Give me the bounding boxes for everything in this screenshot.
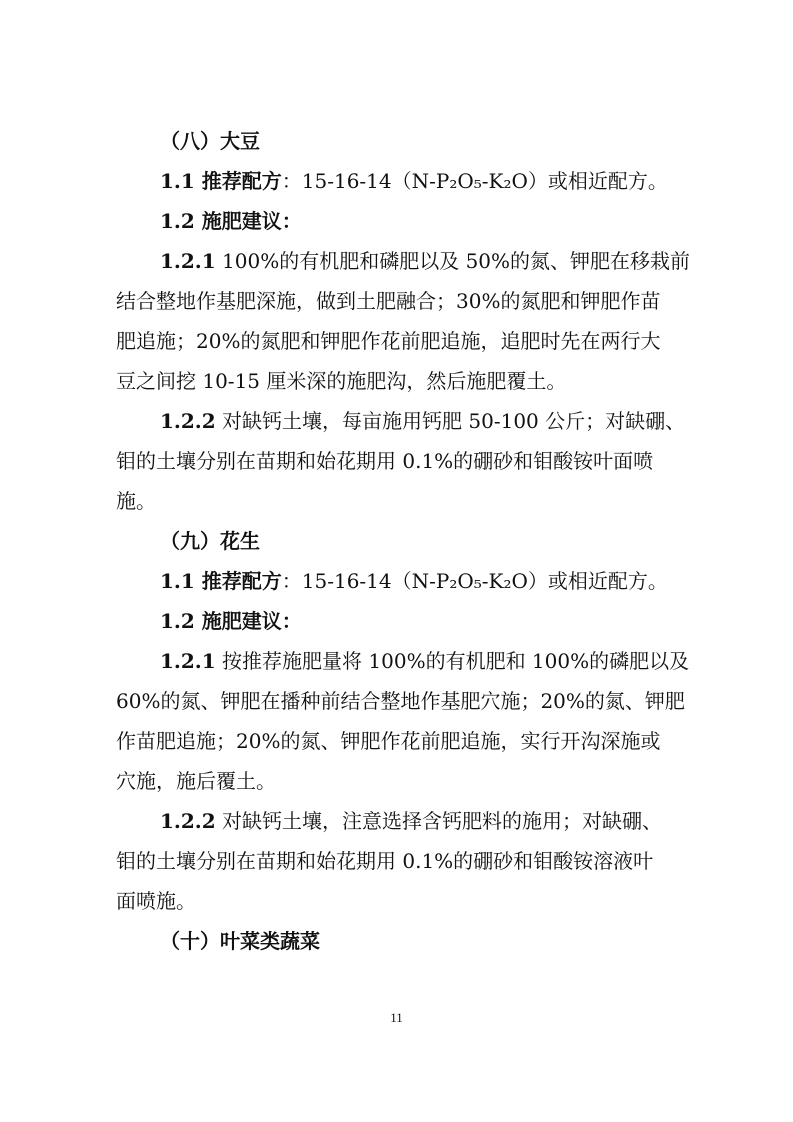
formula-label: 1.1 推荐配方 [160,569,282,593]
peanut-p2-line3: 面喷施。 [116,889,196,913]
clause-text: 100%的有机肥和磷肥以及 50%的氮、钾肥在移栽前 [215,249,691,273]
soybean-p1-line2: 结合整地作基肥深施，做到土肥融合；30%的氮肥和钾肥作苗 [116,289,661,313]
section-heading-soybean: （八）大豆 [160,129,260,153]
soybean-p1-line3: 肥追施；20%的氮肥和钾肥作花前肥追施，追肥时先在两行大 [116,329,661,353]
clause-text: 对缺钙土壤，注意选择含钙肥料的施用；对缺硼、 [215,809,663,833]
peanut-p2-line2: 钼的土壤分别在苗期和始花期用 0.1%的硼砂和钼酸铵溶液叶 [116,849,654,873]
page-number: 11 [390,1010,403,1025]
clause-text: 按推荐施肥量将 100%的有机肥和 100%的磷肥以及 [215,649,690,673]
peanut-p1-line3: 作苗肥追施；20%的氮、钾肥作花前肥追施，实行开沟深施或 [116,729,661,753]
soybean-p1-line1 [160,248,690,274]
peanut-formula [160,568,668,594]
soybean-advice-label: 1.2 施肥建议： [160,209,302,233]
clause-label: 1.2.1 [160,249,216,273]
soybean-p2-line1 [160,408,685,434]
peanut-p1-line1 [160,648,689,674]
soybean-p1-line4: 豆之间挖 10-15 厘米深的施肥沟，然后施肥覆土。 [116,369,567,393]
soybean-p2-line2: 钼的土壤分别在苗期和始花期用 0.1%的硼砂和钼酸铵叶面喷 [116,449,654,473]
clause-label: 1.2.2 [160,409,216,433]
clause-text: 对缺钙土壤，每亩施用钙肥 50-100 公斤；对缺硼、 [215,409,686,433]
section-heading-leafy: （十）叶菜类蔬菜 [160,929,320,953]
formula-text: ：15-16-14（N-P₂O₅-K₂O）或相近配方。 [281,169,668,193]
peanut-advice-label: 1.2 施肥建议： [160,609,302,633]
formula-label: 1.1 推荐配方 [160,169,282,193]
formula-text: ：15-16-14（N-P₂O₅-K₂O）或相近配方。 [281,569,668,593]
soybean-formula [160,168,668,194]
soybean-p2-line3: 施。 [116,489,156,513]
peanut-p1-line4: 穴施，施后覆土。 [116,769,276,793]
peanut-p2-line1 [160,808,662,834]
section-heading-peanut: （九）花生 [160,529,260,553]
peanut-p1-line2: 60%的氮、钾肥在播种前结合整地作基肥穴施；20%的氮、钾肥 [116,689,685,713]
clause-label: 1.2.2 [160,809,216,833]
clause-label: 1.2.1 [160,649,216,673]
